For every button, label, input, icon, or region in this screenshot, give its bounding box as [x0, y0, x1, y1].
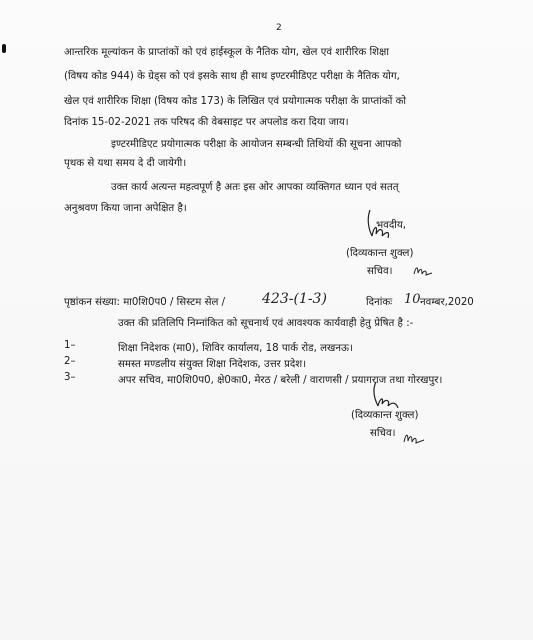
list-item-3-text: अपर सचिव, मा0शि0प0, क्षे0का0, मेरठ / बरेली / वाराणसी / प्रयागराज तथा गोरखपुर।: [118, 375, 443, 386]
copy-intro: उक्त की प्रतिलिपि निम्नांकित को सूचनार्थ एवं आवश्यक कार्यवाही हेतु प्रेषित है :-: [118, 318, 414, 329]
signatory-title-2: सचिव।: [370, 428, 396, 439]
signature-mark-2: [368, 380, 402, 410]
margin-mark: [2, 44, 6, 53]
signatory-title-1: सचिव।: [367, 266, 393, 277]
date-day: 10: [404, 292, 421, 307]
signature-mark-1: [364, 206, 394, 242]
list-item-1-number: 1–: [64, 340, 76, 351]
closing-text: भवदीय,: [376, 220, 407, 231]
para1-line-3: खेल एवं शारीरिक शिक्षा (विषय कोड 173) के लिखित एवं प्रयोगात्मक परीक्षा के प्राप्तांकों को: [64, 96, 407, 107]
list-item-1-text: शिक्षा निदेशक (मा0), शिविर कार्यालय, 18 पार्क रोड, लखनऊ।: [118, 343, 353, 354]
list-item-2-text: समस्त मण्डलीय संयुक्त शिक्षा निदेशक, उत्तर प्रदेश।: [118, 359, 307, 370]
date-label: दिनांकः: [366, 297, 393, 308]
signatory-name-2: (दिव्यकान्त शुक्ल): [351, 410, 419, 421]
initials-mark-2: [402, 430, 426, 446]
list-item-3-number: 3–: [64, 372, 76, 383]
para2-line-2: पृथक से यथा समय दे दी जायेगी।: [64, 158, 187, 169]
list-item-2-number: 2–: [64, 356, 76, 367]
page-number: 2: [276, 23, 282, 33]
endorsement-ref-number: 423-(1-3): [262, 291, 327, 307]
para1-line-4: दिनांक 15-02-2021 तक परिषद की वेबसाइट पर अपलोड करा दिया जाय।: [64, 117, 349, 128]
date-rest: नवम्बर,2020: [420, 297, 474, 308]
para3-line-1: उक्त कार्य अत्यन्त महत्वपूर्ण है अतः इस ओर आपका व्यक्तिगत ध्यान एवं सतत्: [111, 182, 399, 193]
para2-line-1: इण्टरमीडिएट प्रयोगात्मक परीक्षा के आयोजन सम्बन्धी तिथियों की सूचना आपको: [111, 139, 402, 150]
para3-line-2: अनुश्रवण किया जाना अपेक्षित है।: [64, 203, 187, 214]
endorsement-ref-label: पृष्ठांकन संख्या: मा0शि0प0 / सिस्टम सेल /: [64, 297, 226, 308]
signatory-name-1: (दिव्यकान्त शुक्ल): [346, 248, 414, 259]
para1-line-2: (विषय कोड 944) के ग्रेड्स को एवं इसके साथ ही साथ इण्टरमीडिएट परीक्षा के नैतिक योग,: [64, 71, 400, 82]
initials-mark-1: [412, 264, 434, 278]
para1-line-1: आन्तरिक मूल्यांकन के प्राप्तांकों को एवं हाईस्कूल के नैतिक योग, खेल एवं शारीरिक शिक्षा: [64, 47, 389, 58]
